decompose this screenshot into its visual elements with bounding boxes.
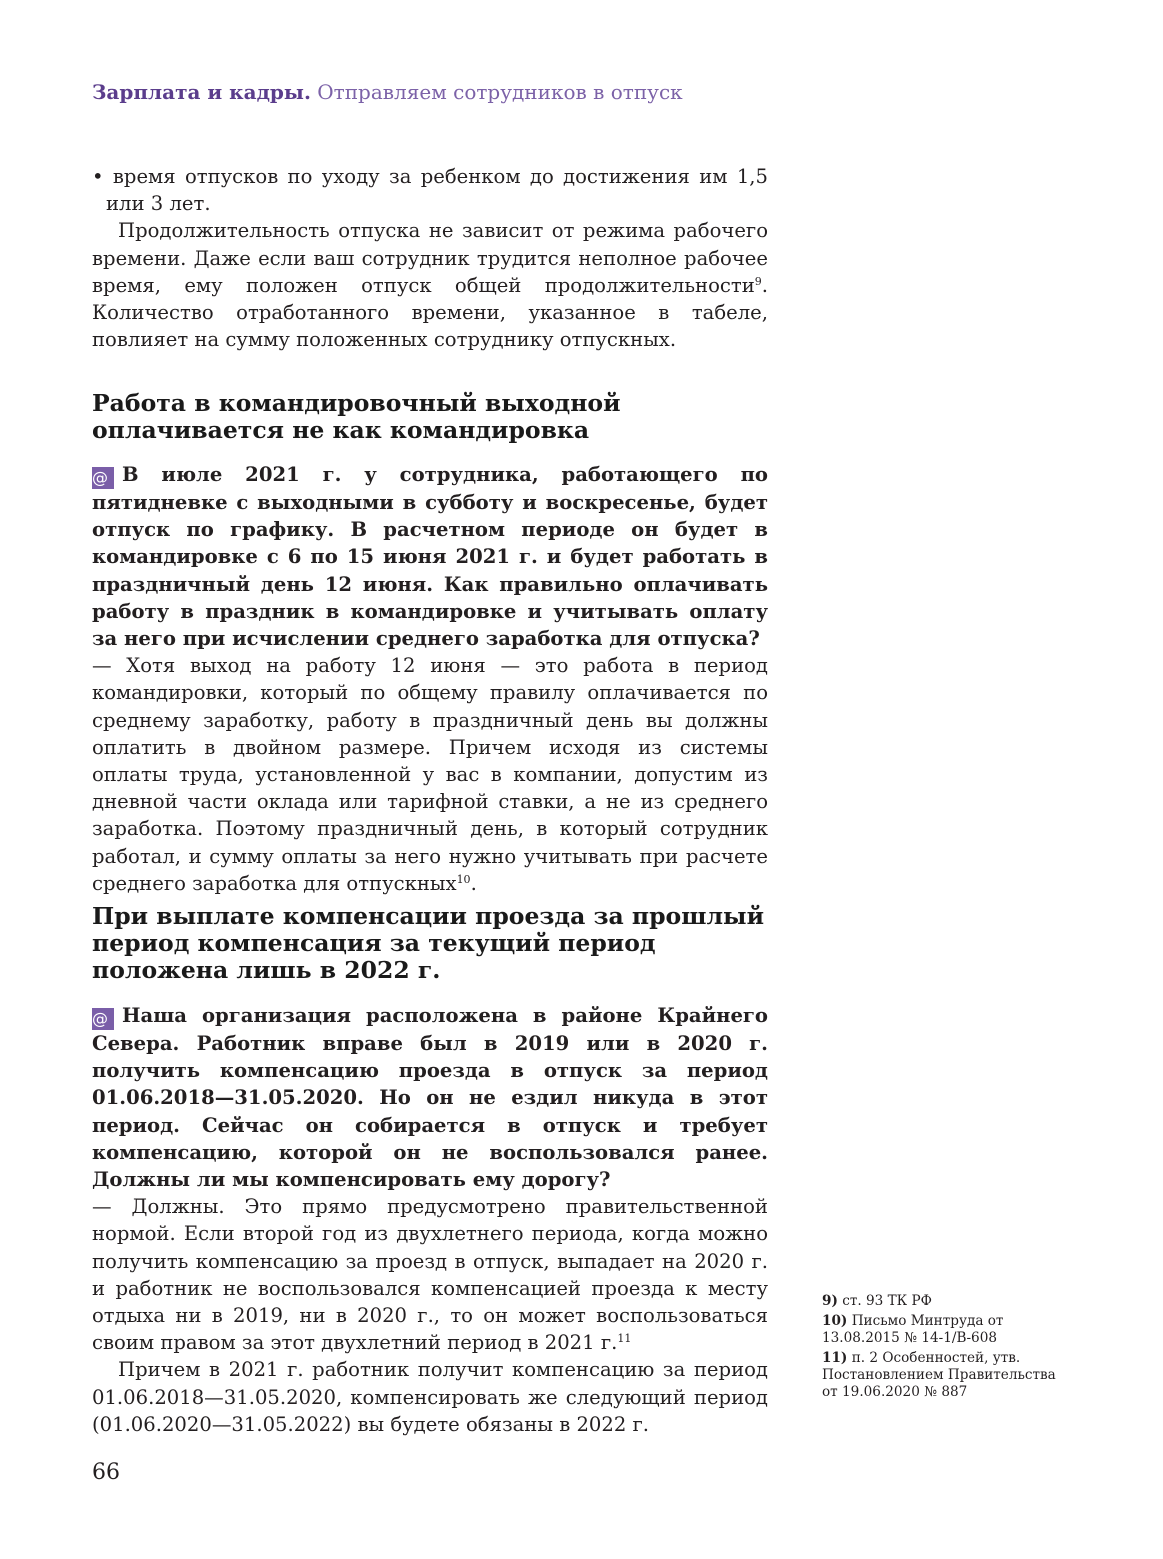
section-heading-2 bbox=[92, 903, 782, 984]
question-paragraph bbox=[92, 461, 768, 652]
answer-text: — Хотя выход на работу 12 июня — это работа в период командировки, который по общему правилу оплачивается по среднему заработку, работу в праздничный день вы должны оплатить в двойном размере. Причем исходя из системы оплаты труда, установленной у вас в компании, допустим из дневной части оклада или тарифной ставки, а не из среднего заработка. Поэтому праздничный день, в который сотрудник работал, и сумму оплаты за него нужно учитывать при расчете среднего заработка для отпускных bbox=[92, 654, 768, 895]
intro-text-b: . Количество отработанного времени, указанное в табеле, повлияет на сумму положенных сотруднику отпускных. bbox=[92, 273, 768, 352]
footnote-text: Письмо Минтруда от 13.08.2015 № 14-1/В-608 bbox=[822, 1313, 1004, 1346]
heading-line: период компенсация за текущий период bbox=[92, 929, 656, 957]
header-section: Зарплата и кадры. bbox=[92, 80, 311, 104]
intro-text-a: Продолжительность отпуска не зависит от режима рабочего времени. Даже если ваш сотрудник трудится неполное рабочее время, ему положен отпуск общей продолжительности bbox=[92, 219, 768, 297]
at-icon: @ bbox=[92, 1008, 114, 1030]
question-text: В июле 2021 г. у сотрудника, работающего по пятидневке с выходными в субботу и воскресенье, будет отпуск по графику. В расчетном периоде он будет в командировке с 6 по 15 июня 2021 г. и будет работать в праздничный день 12 июня. Как правильно оплачивать работу в праздник в командировке и учитывать оплату за него при исчислении среднего заработка для отпуска? bbox=[92, 463, 768, 651]
heading-line: оплачивается не как командировка bbox=[92, 416, 590, 444]
list-item: • время отпусков по уходу за ребенком до достижения им 1,5 или 3 лет. bbox=[92, 165, 768, 216]
closing-paragraph: Причем в 2021 г. работник получит компенсацию за период 01.06.2018—31.05.2020, компенсировать же следующий период (01.06.2020—31.05.2022) вы будете обязаны в 2022 г. bbox=[92, 1358, 768, 1436]
footnote-ref: 11 bbox=[617, 1332, 632, 1346]
qa-block-1 bbox=[92, 461, 768, 897]
footnote-item bbox=[822, 1350, 1062, 1401]
answer-paragraph bbox=[92, 1193, 768, 1356]
footnotes bbox=[822, 1293, 1062, 1404]
intro-paragraph bbox=[92, 217, 768, 353]
section-heading-1 bbox=[92, 390, 782, 444]
answer-text: — Должны. Это прямо предусмотрено правительственной нормой. Если второй год из двухлетнего периода, когда можно получить компенсацию за проезд в отпуск, выпадает на 2020 г. и работник не воспользовался компенсацией проезда к месту отдыха ни в 2019, ни в 2020 г., то он может воспользоваться своим правом за этот двухлетний период в 2021 г. bbox=[92, 1195, 768, 1355]
header-subtitle: Отправляем сотрудников в отпуск bbox=[317, 80, 683, 104]
bullet-text: время отпусков по уходу за ребенком до достижения им 1,5 или 3 лет. bbox=[106, 165, 768, 216]
intro-block bbox=[92, 163, 768, 353]
question-text: Наша организация расположена в районе Крайнего Севера. Работник вправе был в 2019 или в 2020 г. получить компенсацию проезда в отпуск за период 01.06.2018—31.05.2020. Но он не ездил никуда в этот период. Сейчас он собирается в отпуск и требует компенсацию, которой он не воспользовался ранее. Должны ли мы компенсировать ему дорогу? bbox=[92, 1004, 768, 1192]
qa-block-2 bbox=[92, 1002, 768, 1438]
footnote-number: 9) bbox=[822, 1293, 838, 1309]
page-number: 66 bbox=[92, 1460, 120, 1485]
heading-line: положена лишь в 2022 г. bbox=[92, 956, 441, 984]
running-header bbox=[92, 80, 683, 104]
footnote-number: 10) bbox=[822, 1313, 848, 1329]
footnote-ref: 10 bbox=[456, 872, 471, 886]
answer-paragraph bbox=[92, 652, 768, 897]
footnote-item bbox=[822, 1313, 1062, 1347]
at-icon: @ bbox=[92, 467, 114, 489]
footnote-text: п. 2 Особенностей, утв. Постановлением Правительства от 19.06.2020 № 887 bbox=[822, 1350, 1056, 1400]
footnote-number: 11) bbox=[822, 1350, 848, 1366]
question-paragraph bbox=[92, 1002, 768, 1193]
footnote-text: ст. 93 ТК РФ bbox=[842, 1293, 932, 1309]
footnote-item bbox=[822, 1293, 1062, 1310]
heading-line: При выплате компенсации проезда за прошлый bbox=[92, 902, 765, 930]
heading-line: Работа в командировочный выходной bbox=[92, 389, 621, 417]
footnote-ref: 9 bbox=[754, 274, 762, 288]
answer-end: . bbox=[470, 871, 477, 895]
